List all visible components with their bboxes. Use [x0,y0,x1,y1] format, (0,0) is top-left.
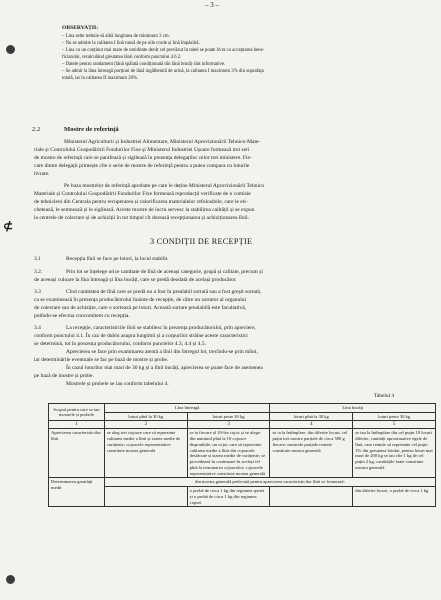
paragraph-line: de colectare sau de achiziție, care o sortează pe loturi. Această sortare prealabilă este facultativă, [34,305,247,311]
observation-note: – Datele pentru randament (lână spălată condiționată din lână brută) sînt informative. [62,62,226,67]
paragraph-line: Aprecierea se face prin examinarea atentă a lînii din întregul lot, trecîndu-se prin mîini, [66,349,258,355]
observation-note: ficiarului, recalculând greutatea lânii conform punctului 4.6.2. [62,55,182,60]
page-number: – 3 – [205,1,219,9]
paragraph-line: pe bază de mostre și probe. [34,373,94,379]
paragraph-line: ca se examinează în prezența producătorului înainte de recepție, de către un sortator al organului [34,297,247,303]
table-cell-purpose: Determinarea greutății medii [49,478,105,507]
punch-hole [6,575,15,584]
paragraph-line: de aceeași culoare la lîna întreagă și lîna bucăți, care se predă deodată de același producător. [34,277,237,283]
section-item-number: 3.4 [34,325,41,331]
paragraph-line: putîndu-se efectua concomitent cu recepția. [34,313,130,319]
paragraph-line: În cazul loturilor mai mari de 30 kg și a lînii bucăți, aprecierea se poate face de asemenea [66,365,263,371]
section-title: Mostre de referință [64,126,119,133]
paragraph-line: de tehnicieni din Centrala pentru recuperarea și valorificarea materialelor refolosibile, care le eti- [34,199,248,205]
column-number: 5 [353,421,436,429]
table-label: Tabelul 4 [374,393,395,399]
table-cell: se aleg trei cojoace care să reprezinte calitatea medie a lînii și starea medie de curățenie; cojoacele reprezentative constituie mostra generală [104,429,187,478]
table-cell: din diferite locuri, o probă de circa 1 kg [353,487,436,507]
table-cell-purpose: Aprecierea caracteristicilor lînii [49,429,105,478]
paragraph-line: iar determinările eventuale se fac pe bază de mostre și probe. [34,357,169,363]
table-group-header: Lîna bucăți [270,404,436,413]
section-item-number: 3.2. [34,269,43,275]
section-item-number: 3.3 [34,289,41,295]
paragraph-line: Mostrele și probele se iau conform tabelului 4. [66,381,169,387]
binding-mark: ⊄ [3,219,14,233]
column-number: 4 [270,421,353,429]
paragraph-line: se determină, tot în prezența producătorului, conform punctelor 4.3, 4.4 și 4.5. [34,341,206,347]
punch-hole [6,45,15,54]
paragraph-line: la centrele de colectare și de achiziții în tot timpul cît durează recepționarea și achiziționarea lînii. [34,215,250,221]
column-number: 2 [104,421,187,429]
chapter-title: 3 CONDIȚII DE RECEPȚIE [150,237,253,246]
table-sub-header: loturi pînă la 30 kg [270,412,353,421]
paragraph-line: Recepția lînii se face pe loturi, la locul stabilit. [66,256,169,262]
paragraph-line: riale și Controlului Gospodăririi Fondurilor Fixe și Ministerul Industriei Ușoare formează trei seri [34,147,250,153]
paragraph-line: Ministerul Agriculturii și Industriei Alimentare, Ministerul Aprovizionării Tehnico-Mate- [64,139,261,145]
table-cell [104,487,187,507]
observation-note: – Se admit la lâna întreagă porțiuni de lână ingălbenită de urină, la calitatea I maximum 3% din suprafața [62,69,264,74]
table-sub-header: loturi peste 30 kg [353,412,436,421]
paragraph-line: Prin lot se înțelege orice cantitate de lînă de aceeași categorie, grupă și calitate, precum și [66,269,263,275]
table-cell: se ia fiecare al 10-lea cojoc și se alege: din numărul pînă la 10 cojoace disponibile, un cojoc care să reprezinte calitatea medie a lînii din cojoacele desfăcute și starea medie de curățenie; se procedează în continuare în același fel pînă la terminarea cojoacelor; cojoacele reprezentative constituie mostra generală [187,429,270,478]
table-sub-header: loturi peste 30 kg [187,412,270,421]
paragraph-line: chetează, le semnează și le sigilează. Aceste mostre de lucru servesc la stabilirea calității și se expun [34,207,255,213]
reception-table [48,403,436,507]
observation-note: – Lina cu un conținut mai mare de umiditate decât cel prevăzut în tabel se poate livra cu acceptarea bene- [62,48,265,53]
table-row [49,487,436,507]
paragraph-line: de mostre de referință care se parafează și sigilează în prezența delegaților celor trei ministere. Fie- [34,155,252,161]
observation-note: – Lina seite trebuie să aibă lungimea de minimum 3 cm. [62,34,170,39]
observations-title: OBSERVAȚII: [62,25,99,31]
table-row [49,429,436,478]
section-item-number: 3.1 [34,256,41,262]
section-number: 2.2 [32,126,41,133]
table-cell: se ia la întîmplare, din diferite locuri, cel puțin trei mostre parțiale de circa 500 g fiecare; mostrele parțiale reunite constituie mostra generală [270,429,353,478]
table-cell: o probă de circa 1 kg din regiunea spetei și o probă de circa 1 kg din regiunea copsei [187,487,270,507]
table-cell: din mostra generală prelevată pentru aprecierea caracteristicilor lînii se formează: [104,478,435,487]
paragraph-line: Pe baza mostrelor de referință aprobate pe care le deține Ministerul Aprovizionării Tehnico [64,183,265,189]
table-sub-header: loturi pînă la 30 kg [104,412,187,421]
table-column-numbers [49,421,436,429]
table-cell [270,487,353,507]
table-header-purpose: Scopul pentru care se iau mostrele și probele [49,404,105,421]
column-number: 3 [187,421,270,429]
column-number: 1 [49,421,105,429]
observation-note: – Nu se admite la calitatea I lină tunsă de pe oile crude și lină împâslită. [62,41,200,46]
paragraph-line: La recepție, caracteristicile lînii se stabilesc în prezența producătorului, prin apreciere, [66,325,256,331]
table-cell: se iau la întîmplare din cel puțin 10 locuri diferite, cantități aproximative egale de lînă, care reunite să reprezinte cel puțin 1% din greutatea lotului, pentru loturi mai mari de 200 kg se iau cîte 1 kg de cel puțin 2 kg; cantitățile luate constituie mostra generală [353,429,436,478]
paragraph-line: conform punctului 4.1. În caz de dubiu asupra lungimii și a corpurilor străine aceste caracteristici [34,333,248,339]
table-group-header: Lîna întreagă [104,404,270,413]
table-row [49,478,436,487]
paragraph-line: Cînd cantitatea de lînă care se predă nu a fost în prealabil sortată sau a fost greșit sortată, [66,289,262,295]
paragraph-line: Materiale și Controlului Gospodăririi Fondurilor Fixe formează reproducții verificate de o comisie [34,191,251,197]
paragraph-line: care dintre delegații primește cîte o serie de mostre de referință pentru a putea compara cu loturile [34,163,250,169]
paragraph-line: livrate. [34,171,50,177]
observation-note: totală, iar la calitatea II maximum 20%. [62,76,139,81]
